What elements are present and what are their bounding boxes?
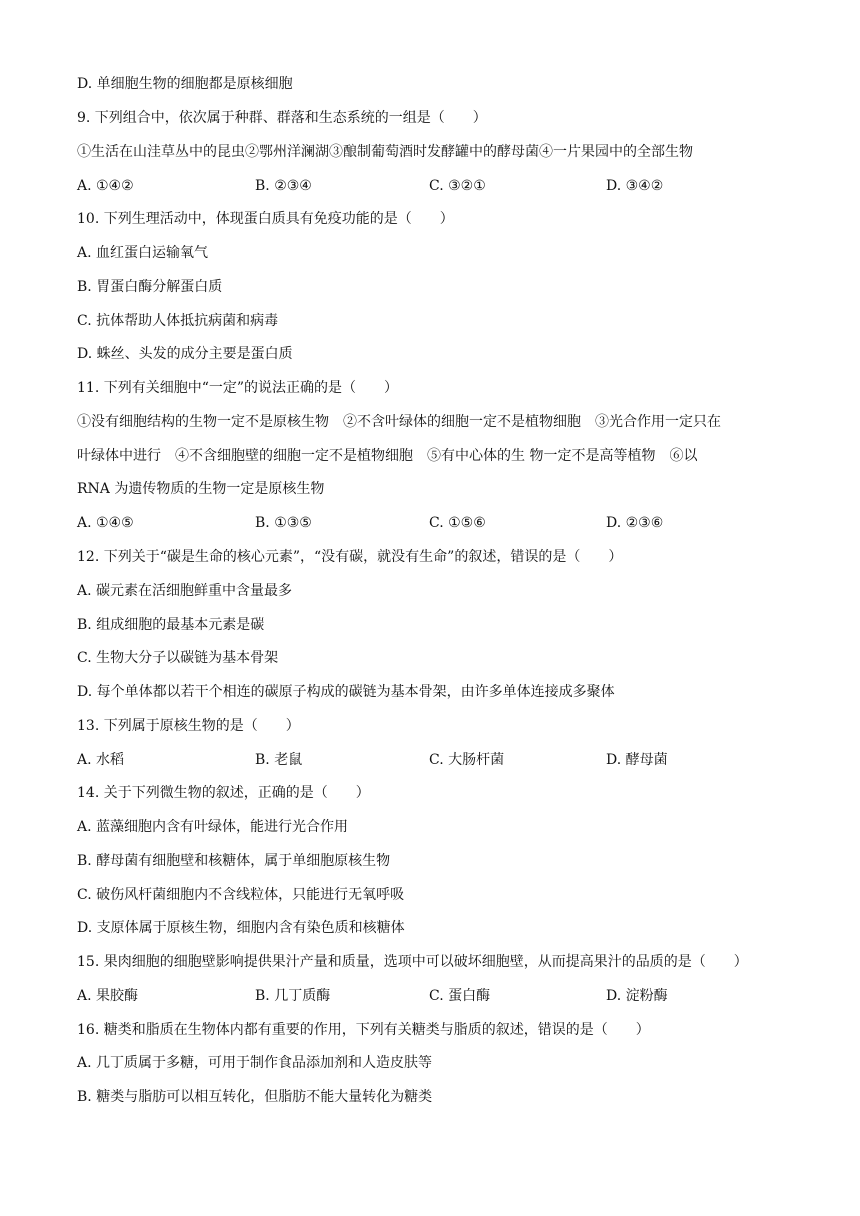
q13-options bbox=[77, 748, 800, 772]
q13-stem: 13. 下列属于原核生物的是（ ） bbox=[77, 718, 300, 734]
q10-option-d: D. 蛛丝、头发的成分主要是蛋白质 bbox=[77, 346, 293, 362]
q15-stem: 15. 果肉细胞的细胞壁影响提供果汁产量和质量，选项中可以破坏细胞壁，从而提高果汁的品质的是（ ） bbox=[77, 954, 748, 970]
q11-option-c: C. ①⑤⑥ bbox=[429, 515, 486, 531]
q16-option-b: B. 糖类与脂肪可以相互转化，但脂肪不能大量转化为糖类 bbox=[77, 1089, 433, 1105]
q10-option-b: B. 胃蛋白酶分解蛋白质 bbox=[77, 279, 223, 295]
q16-option-a: A. 几丁质属于多糖，可用于制作食品添加剂和人造皮肤等 bbox=[77, 1055, 433, 1071]
q11-items-line-3: RNA 为遗传物质的生物一定是原核生物 bbox=[77, 481, 325, 497]
q12-option-c: C. 生物大分子以碳链为基本骨架 bbox=[77, 650, 279, 666]
q11-stem: 11. 下列有关细胞中“一定”的说法正确的是（ ） bbox=[77, 380, 399, 396]
q15-options bbox=[77, 984, 800, 1008]
q12-option-a: A. 碳元素在活细胞鲜重中含量最多 bbox=[77, 583, 293, 599]
q11-options bbox=[77, 511, 800, 535]
q9-option-a: A. ①④② bbox=[77, 178, 134, 194]
q8-option-d: D. 单细胞生物的细胞都是原核细胞 bbox=[77, 76, 293, 92]
q14-option-d: D. 支原体属于原核生物，细胞内含有染色质和核糖体 bbox=[77, 920, 405, 936]
q11-items-line-1: ①没有细胞结构的生物一定不是原核生物 ②不含叶绿体的细胞一定不是植物细胞 ③光合作用一定只在 bbox=[77, 414, 721, 430]
q12-stem: 12. 下列关于“碳是生命的核心元素”，“没有碳，就没有生命”的叙述，错误的是（ ） bbox=[77, 549, 623, 565]
q14-option-b: B. 酵母菌有细胞壁和核糖体，属于单细胞原核生物 bbox=[77, 853, 391, 869]
q15-option-d: D. 淀粉酶 bbox=[606, 988, 668, 1004]
q15-option-b: B. 几丁质酶 bbox=[255, 988, 331, 1004]
q16-stem: 16. 糖类和脂质在生物体内都有重要的作用，下列有关糖类与脂质的叙述，错误的是（ ） bbox=[77, 1022, 650, 1038]
q11-option-d: D. ②③⑥ bbox=[606, 515, 664, 531]
q11-option-a: A. ①④⑤ bbox=[77, 515, 134, 531]
q12-option-b: B. 组成细胞的最基本元素是碳 bbox=[77, 617, 265, 633]
q14-option-c: C. 破伤风杆菌细胞内不含线粒体，只能进行无氧呼吸 bbox=[77, 887, 405, 903]
q9-option-b: B. ②③④ bbox=[255, 178, 312, 194]
q14-stem: 14. 关于下列微生物的叙述，正确的是（ ） bbox=[77, 785, 370, 801]
q13-option-d: D. 酵母菌 bbox=[606, 752, 668, 768]
q14-option-a: A. 蓝藻细胞内含有叶绿体，能进行光合作用 bbox=[77, 819, 349, 835]
q9-items: ①生活在山洼草丛中的昆虫②鄂州洋澜湖③酿制葡萄酒时发酵罐中的酵母菌④一片果园中的全部生物 bbox=[77, 144, 693, 160]
q10-option-a: A. 血红蛋白运输氧气 bbox=[77, 245, 209, 261]
q13-option-a: A. 水稻 bbox=[77, 752, 125, 768]
q9-options bbox=[77, 174, 800, 198]
q10-option-c: C. 抗体帮助人体抵抗病菌和病毒 bbox=[77, 313, 279, 329]
q11-option-b: B. ①③⑤ bbox=[255, 515, 312, 531]
q15-option-c: C. 蛋白酶 bbox=[429, 988, 491, 1004]
q13-option-b: B. 老鼠 bbox=[255, 752, 303, 768]
q10-stem: 10. 下列生理活动中，体现蛋白质具有免疫功能的是（ ） bbox=[77, 211, 454, 227]
q9-option-c: C. ③②① bbox=[429, 178, 486, 194]
q9-option-d: D. ③④② bbox=[606, 178, 664, 194]
q15-option-a: A. 果胶酶 bbox=[77, 988, 139, 1004]
q11-items-line-2: 叶绿体中进行 ④不含细胞壁的细胞一定不是植物细胞 ⑤有中心体的生 物一定不是高等植物 ⑥以 bbox=[77, 448, 698, 464]
q12-option-d: D. 每个单体都以若干个相连的碳原子构成的碳链为基本骨架，由许多单体连接成多聚体 bbox=[77, 684, 615, 700]
q13-option-c: C. 大肠杆菌 bbox=[429, 752, 505, 768]
q9-stem: 9. 下列组合中，依次属于种群、群落和生态系统的一组是（ ） bbox=[77, 110, 487, 126]
